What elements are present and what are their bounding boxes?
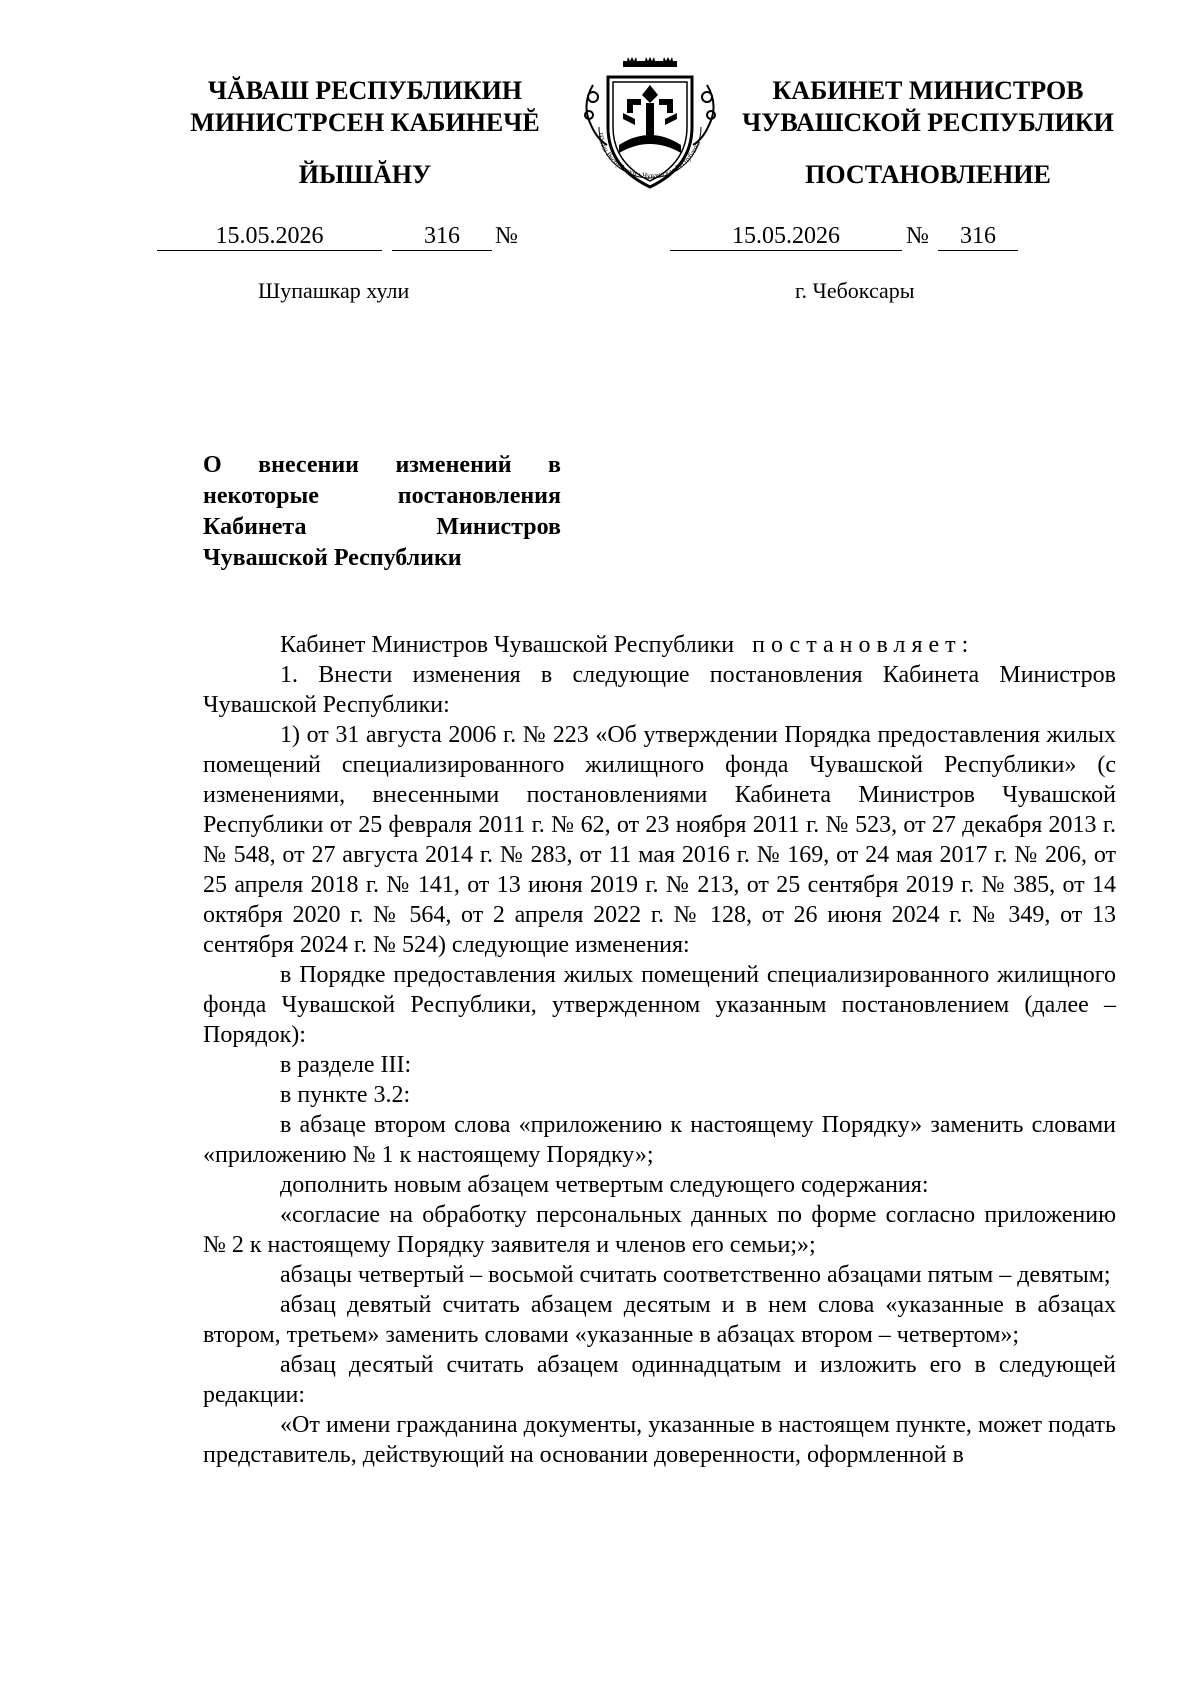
intro-verb: постановляет: [752,632,975,658]
left-date: 15.05.2026 [157,222,382,251]
right-date-line [670,222,1120,252]
body-intro [203,630,1116,660]
right-number: 316 [938,222,1018,251]
body-paragraph: абзац девятый считать абзацем десятым и в нем слова «указанные в абзацах втором, третьем» заменить словами «указанные в абзацах втором – четвертом»; [203,1292,1116,1348]
left-date-line [157,222,557,252]
right-title-line1: КАБИНЕТ МИНИСТРОВ [772,76,1084,105]
body-paragraph: в Порядке предоставления жилых помещений специализированного жилищного фонда Чувашской Республики, утвержденном указанным постановлением (далее – Порядок): [203,962,1116,1048]
body-paragraph: дополнить новым абзацем четвертым следующего содержания: [280,1172,929,1198]
emblem-arc-text: Чăваш Республики • Чувашская Республика [595,131,703,181]
body-paragraph: в абзаце втором слова «приложению к настоящему Порядку» заменить словами «приложению № 1 к настоящему Порядку»; [203,1112,1116,1168]
left-city: Шупашкар хули [258,278,410,303]
body-paragraph: «согласие на обработку персональных данных по форме согласно приложению № 2 к настоящему Порядку заявителя и членов его семьи;»; [203,1202,1116,1258]
left-doc-type: ЙЫШĂНУ [298,160,432,189]
body-paragraph: абзац десятый считать абзацем одиннадцатым и изложить его в следующей редакции: [203,1352,1116,1408]
document-subject: О внесении изменений в некоторые постановления Кабинета Министров Чувашской Республики [203,452,561,571]
right-org-title [738,75,1118,139]
body-paragraph: «От имени гражданина документы, указанные в настоящем пункте, может подать представитель, действующий на основании доверенности, оформленной в [203,1412,1116,1468]
body-paragraph: 1. Внести изменения в следующие постановления Кабинета Министров Чувашской Республики: [203,662,1116,718]
right-title-line2: ЧУВАШСКОЙ РЕСПУБЛИКИ [742,108,1114,137]
left-org-title [170,75,560,139]
body-paragraph: абзацы четвертый – восьмой считать соответственно абзацами пятым – девятым; [280,1262,1111,1288]
right-date: 15.05.2026 [670,222,902,251]
coat-of-arms-emblem [575,55,725,195]
body-paragraph: 1) от 31 августа 2006 г. № 223 «Об утверждении Порядка предоставления жилых помещений специализированного жилищного фонда Чувашской Республики» (с изменениями, внесенными постановлениями Кабинета Министров Чувашской Республики от 25 февраля 2011 г. № 62, от 23 ноября 2011 г. № 523, от 27 декабря 2013 г. № 548, от 27 августа 2014 г. № 283, от 11 мая 2016 г. № 169, от 24 мая 2017 г. № 206, от 25 апреля 2018 г. № 141, от 13 июня 2019 г. № 213, от 25 сентября 2019 г. № 385, от 14 октября 2020 г. № 564, от 2 апреля 2022 г. № 128, от 26 июня 2024 г. № 349, от 13 сентября 2024 г. № 524) следующие изменения: [203,722,1116,958]
intro-text: Кабинет Министров Чувашской Республики [280,632,735,658]
right-doc-type: ПОСТАНОВЛЕНИЕ [805,160,1051,189]
body-paragraph: в пункте 3.2: [280,1082,411,1108]
left-number: 316 [392,222,492,251]
body-paragraph: в разделе III: [280,1052,412,1078]
left-title-line2: МИНИСТРСЕН КАБИНЕЧĔ [190,108,540,137]
document-body [203,630,1116,1470]
right-city: г. Чебоксары [795,278,915,303]
left-title-line1: ЧĂВАШ РЕСПУБЛИКИН [207,76,523,105]
right-number-sign: № [906,223,929,249]
left-number-sign: № [495,223,518,249]
